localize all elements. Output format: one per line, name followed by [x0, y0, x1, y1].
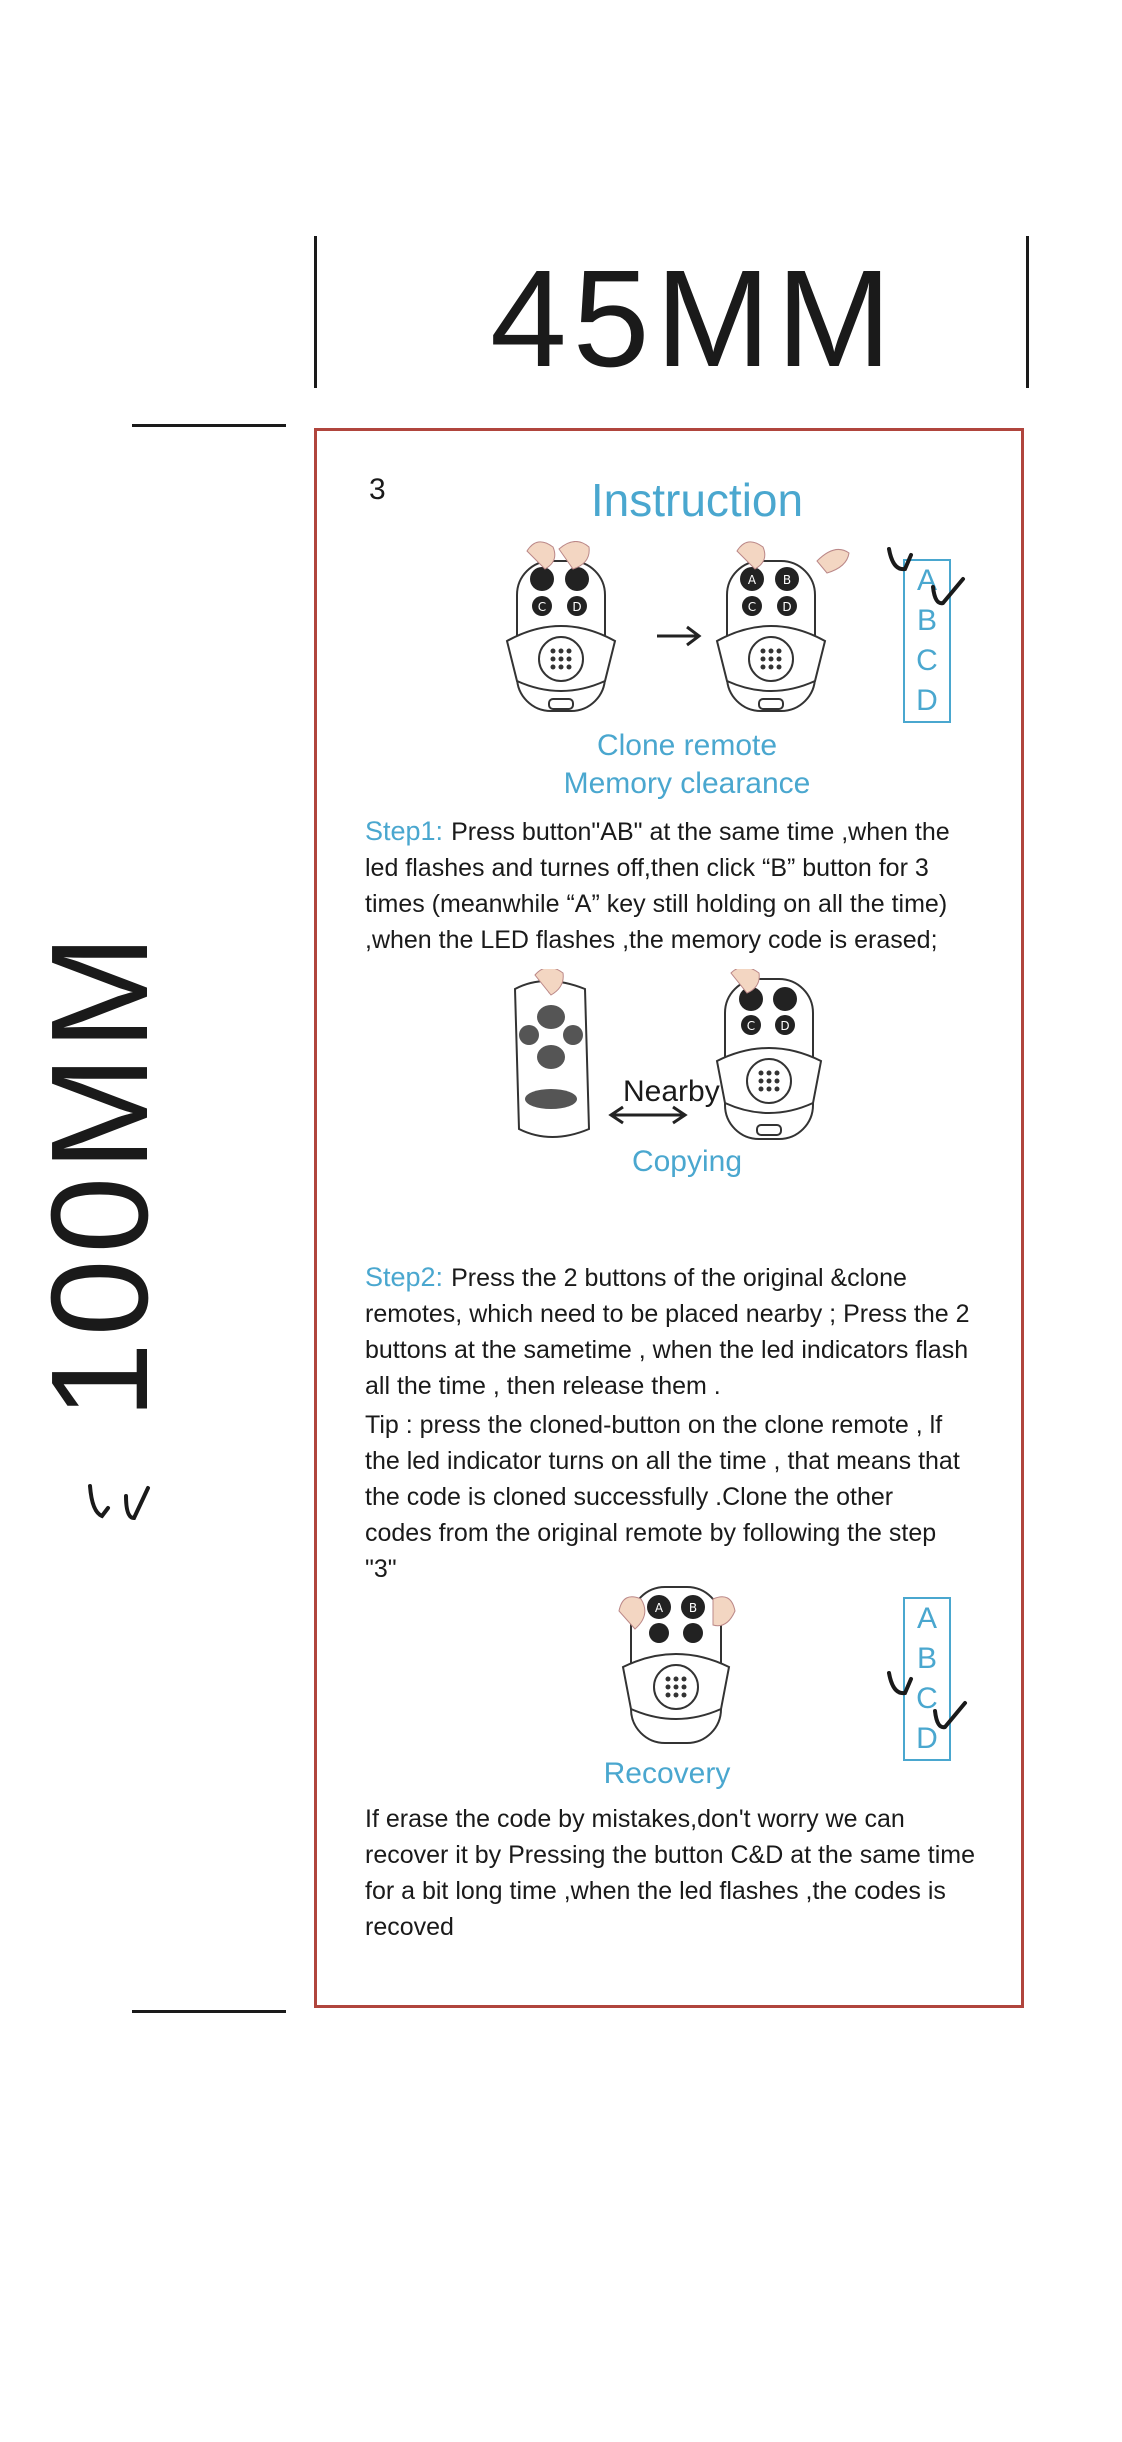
height-dimension-label: 100MM: [23, 928, 177, 1419]
copying-caption: Copying: [631, 1145, 743, 1178]
clone-caption-line1: Clone remote: [596, 729, 778, 762]
clone-illustration-right: [707, 541, 867, 721]
copying-illustration: [505, 969, 845, 1159]
letter-b: B: [916, 604, 937, 637]
tick-mark-icon: [883, 539, 973, 619]
nearby-label: Nearby: [623, 1075, 720, 1108]
tick-mark-icon: [883, 1663, 973, 1753]
svg-text:C: C: [537, 600, 547, 614]
recovery-caption: Recovery: [603, 1757, 731, 1790]
remote-control-icon: [717, 561, 825, 711]
svg-text:C: C: [747, 600, 757, 614]
step1-paragraph: [365, 813, 985, 958]
recovery-illustration: [617, 1571, 747, 1751]
recovery-paragraph: If erase the code by mistakes,don't worry we can recover it by Pressing the button C&D at the same time for a bit long time ,when the led flashes ,the codes is recoved: [365, 1805, 975, 1941]
height-mark-bottom: [132, 2010, 286, 2013]
letter-b: B: [916, 1642, 937, 1675]
svg-text:C: C: [746, 1019, 756, 1033]
svg-text:B: B: [688, 1601, 698, 1615]
svg-text:A: A: [654, 1601, 664, 1615]
letter-a: A: [916, 1602, 937, 1635]
instruction-title: Instruction: [590, 474, 804, 526]
step1-text: Press button"AB" at the same time ,when the led flashes and turnes off,then click “B” button for 3 times (meanwhile “A” key still holding on all the time) ,when the LED flashes ,the memory code is erased;: [365, 818, 950, 954]
double-arrow-icon: [611, 1107, 685, 1123]
tick-mark-icon: [82, 1468, 162, 1528]
svg-text:A: A: [747, 573, 757, 587]
step2-text: Press the 2 buttons of the original &clone remotes, which need to be placed nearby ; Press the 2 buttons at the sametime , when the led indicators flash all the time , then release them .: [365, 1264, 970, 1400]
step2-label: Step2:: [365, 1262, 444, 1292]
letter-d: D: [916, 1722, 938, 1755]
svg-text:D: D: [572, 600, 582, 614]
letter-c: C: [916, 644, 938, 677]
remote-control-icon: [717, 969, 821, 1139]
width-dimension-label: 45MM: [490, 242, 898, 396]
remote-control-icon: [507, 561, 615, 711]
width-mark-left: [314, 236, 317, 388]
clone-caption-line2: Memory clearance: [563, 767, 811, 800]
remote-control-icon: [515, 981, 589, 1137]
letter-a: A: [916, 564, 937, 597]
arrow-right-icon: [657, 627, 699, 645]
instruction-card: [314, 428, 1024, 2008]
svg-text:D: D: [782, 600, 792, 614]
tip-paragraph: Tip : press the cloned-button on the clone remote , lf the led indicator turns on all the time , that means that the code is cloned successfully .Clone the other codes from the original remote by following the step "3": [365, 1411, 960, 1583]
svg-text:D: D: [780, 1019, 790, 1033]
page-number: 3: [369, 473, 386, 506]
step2-paragraph: [365, 1259, 985, 1404]
svg-text:B: B: [782, 573, 792, 587]
letter-c: C: [916, 1682, 938, 1715]
step1-label: Step1:: [365, 816, 444, 846]
letter-d: D: [916, 684, 938, 717]
height-mark-top: [132, 424, 286, 427]
width-mark-right: [1026, 236, 1029, 388]
